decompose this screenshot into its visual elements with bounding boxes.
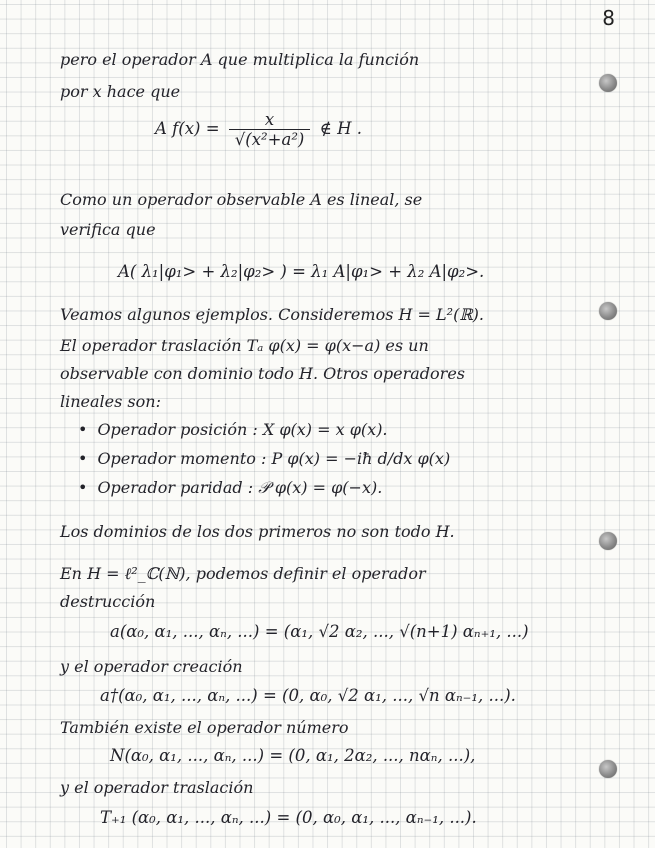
fraction-denominator: √(x²+a²) [234, 130, 305, 149]
text-line: Como un operador observable A es lineal, se [60, 190, 423, 209]
equation-line: N(α₀, α₁, ..., αₙ, ...) = (0, α₁, 2α₂, ..., nαₙ, ...), [110, 746, 476, 765]
text-line: Los dominios de los dos primeros no son todo H. [60, 522, 455, 541]
bullet-item: • Operador paridad : 𝒫 φ(x) = φ(−x). [0, 478, 638, 498]
text-line: y el operador traslación [60, 778, 254, 797]
page-number: 8 [602, 6, 615, 30]
equation-line: a(α₀, α₁, ..., αₙ, ...) = (α₁, √2 α₂, ..., √(n+1) αₙ₊₁, ...) [110, 622, 529, 641]
text-line: y el operador creación [60, 657, 243, 676]
bullet-item: • Operador posición : X φ(x) = x φ(x). [0, 420, 638, 439]
equation-line: T₊₁ (α₀, α₁, ..., αₙ, ...) = (0, α₀, α₁, ..., αₙ₋₁, ...). [100, 808, 477, 827]
text-line: destrucción [60, 592, 156, 611]
equation-line: a†(α₀, α₁, ..., αₙ, ...) = (0, α₀, √2 α₁, ..., √n αₙ₋₁, ...). [100, 686, 516, 705]
text-line: verifica que [60, 220, 156, 239]
equation-rhs: ∉ H . [319, 119, 362, 138]
equation-line [0, 110, 655, 149]
text-line: El operador traslación Tₐ φ(x) = φ(x−a) es un [60, 336, 429, 355]
fraction-numerator: x [229, 110, 311, 130]
text-line: También existe el operador número [60, 718, 349, 737]
equation-line: A( λ₁|φ₁> + λ₂|φ₂> ) = λ₁ A|φ₁> + λ₂ A|φ₂>. [118, 262, 485, 281]
text-line: pero el operador A que multiplica la función [60, 50, 420, 69]
text-line: observable con dominio todo H. Otros operadores [60, 364, 465, 383]
text-line: por x hace que [60, 82, 181, 101]
text-line: En H = ℓ²_ℂ(ℕ), podemos definir el operador [60, 564, 426, 583]
fraction [229, 110, 311, 149]
text-line: lineales son: [60, 392, 161, 411]
equation-lhs: A f(x) = [155, 119, 220, 138]
bullet-item: • Operador momento : P φ(x) = −iħ d/dx φ(x) [0, 449, 638, 468]
text-line: Veamos algunos ejemplos. Consideremos H = L²(ℝ). [60, 305, 484, 324]
